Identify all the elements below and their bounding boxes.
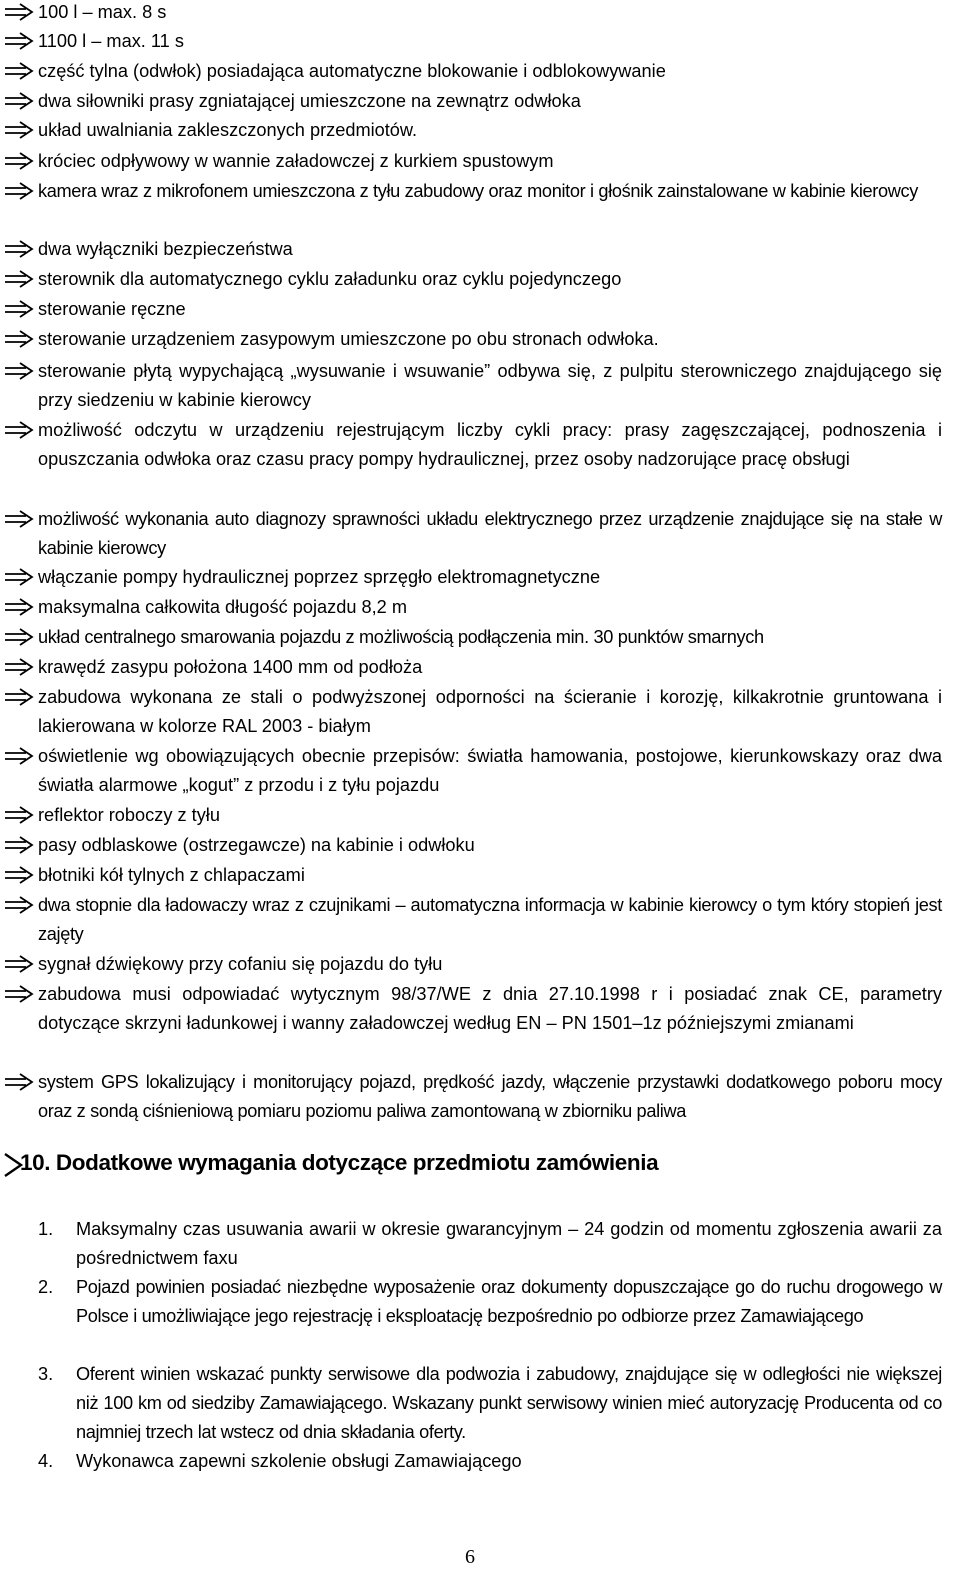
double-right-arrow-icon [4, 121, 34, 139]
list-item-text: dwa wyłączniki bezpieczeństwa [38, 239, 293, 259]
list-item-text: możliwość wykonania auto diagnozy sprawności układu elektrycznego przez urządzenie znajdujące się na stałe w kabinie kierowcy [38, 509, 942, 558]
list-item-text: zabudowa wykonana ze stali o podwyższonej odporności na ścieranie i korozję, kilkakrotnie gruntowana i lakierowana w kolorze RAL 2003 - białym [38, 687, 942, 736]
double-right-arrow-icon [4, 866, 34, 884]
double-right-arrow-icon [4, 1073, 34, 1091]
list-item-text: 100 l – max. 8 s [38, 2, 167, 22]
double-right-arrow-icon [4, 628, 34, 646]
double-right-arrow-icon [4, 836, 34, 854]
list-item-text: sterowanie ręczne [38, 299, 186, 319]
list-item-text: krawędź zasypu położona 1400 mm od podłoża [38, 657, 423, 677]
item-number: 3. [38, 1364, 54, 1384]
list-item-text: dwa siłowniki prasy zgniatającej umieszczone na zewnątrz odwłoka [38, 91, 581, 111]
list-item-text: 1100 l – max. 11 s [38, 31, 184, 51]
double-right-arrow-icon [4, 330, 34, 348]
double-right-arrow-icon [4, 300, 34, 318]
list-item-text: błotniki kół tylnych z chlapaczami [38, 865, 305, 885]
item-number: 4. [38, 1451, 54, 1471]
double-right-arrow-icon [4, 568, 34, 586]
page-number: 6 [465, 1546, 475, 1568]
double-right-arrow-icon [4, 806, 34, 824]
double-right-arrow-icon [4, 421, 34, 439]
list-item-text: część tylna (odwłok) posiadająca automatyczne blokowanie i odblokowywanie [38, 61, 666, 81]
list-item-text: sterowanie płytą wypychającą „wysuwanie i wsuwanie” odbywa się, z pulpitu sterowniczego znajdującego się przy siedzeniu w kabinie kierowcy [38, 361, 942, 410]
list-item-text: możliwość odczytu w urządzeniu rejestrującym liczby cykli pracy: prasy zagęszczającej, podnoszenia i opuszczania odwłoka oraz czasu pracy pompy hydraulicznej, przez osoby nadzorujące pracę obsługi [38, 420, 942, 469]
section-title: 10. Dodatkowe wymagania dotyczące przedmiotu zamówienia [20, 1150, 659, 1175]
double-right-arrow-icon [4, 598, 34, 616]
item-number: 1. [38, 1219, 54, 1239]
double-right-arrow-icon [4, 3, 34, 21]
double-right-arrow-icon [4, 688, 34, 706]
item-text: Wykonawca zapewni szkolenie obsługi Zamawiającego [76, 1451, 522, 1471]
list-item-text: reflektor roboczy z tyłu [38, 805, 220, 825]
list-item-text: pasy odblaskowe (ostrzegawcze) na kabinie i odwłoku [38, 835, 475, 855]
list-item-text: układ centralnego smarowania pojazdu z możliwością podłączenia min. 30 punktów smarnych [38, 627, 764, 647]
list-item-text: króciec odpływowy w wannie załadowczej z kurkiem spustowym [38, 151, 554, 171]
list-item-text: włączanie pompy hydraulicznej poprzez sprzęgło elektromagnetyczne [38, 567, 601, 587]
double-right-arrow-icon [4, 152, 34, 170]
list-item-text: zabudowa musi odpowiadać wytycznym 98/37/WE z dnia 27.10.1998 r i posiadać znak CE, parametry dotyczące skrzyni ładunkowej i wanny załadowczej według EN – PN 1501–1z późniejszymi zmianami [38, 984, 942, 1033]
double-right-arrow-icon [4, 747, 34, 765]
double-right-arrow-icon [4, 955, 34, 973]
item-number: 2. [38, 1277, 54, 1297]
list-item-text: maksymalna całkowita długość pojazdu 8,2 m [38, 597, 407, 617]
list-item-text: system GPS lokalizujący i monitorujący pojazd, prędkość jazdy, włączenie przystawki dodatkowego poboru mocy oraz z sondą ciśnieniową pomiaru poziomu paliwa zamontowaną w zbiorniku paliwa [38, 1072, 942, 1121]
double-right-arrow-icon [4, 240, 34, 258]
list-item-text: sygnał dźwiękowy przy cofaniu się pojazdu do tyłu [38, 954, 443, 974]
list-item-text: kamera wraz z mikrofonem umieszczona z tyłu zabudowy oraz monitor i głośnik zainstalowane w kabinie kierowcy [38, 181, 919, 201]
double-right-arrow-icon [4, 62, 34, 80]
double-right-arrow-icon [4, 658, 34, 676]
item-text: Oferent winien wskazać punkty serwisowe dla podwozia i zabudowy, znajdujące się w odległości nie większej niż 100 km od siedziby Zamawiającego. Wskazany punkt serwisowy winien mieć autoryzację Producenta od co najmniej trzech lat wstecz od dnia składania oferty. [76, 1364, 942, 1442]
item-text: Maksymalny czas usuwania awarii w okresie gwarancyjnym – 24 godzin od momentu zgłoszenia awarii za pośrednictwem faxu [76, 1219, 942, 1268]
double-right-arrow-icon [4, 270, 34, 288]
section-heading [0, 1143, 960, 1183]
double-right-arrow-icon [4, 896, 34, 914]
list-item-text: sterownik dla automatycznego cyklu załadunku oraz cyklu pojedynczego [38, 269, 622, 289]
list-item-text: dwa stopnie dla ładowaczy wraz z czujnikami – automatyczna informacja w kabinie kierowcy o tym który stopień jest zajęty [38, 895, 942, 944]
double-right-arrow-icon [4, 182, 34, 200]
double-right-arrow-icon [4, 362, 34, 380]
item-text: Pojazd powinien posiadać niezbędne wyposażenie oraz dokumenty dopuszczające go do ruchu drogowego w Polsce i umożliwiające jego rejestrację i eksploatację bezpośrednio po odbiorze przez Zamawiającego [76, 1277, 942, 1326]
double-right-arrow-icon [4, 92, 34, 110]
list-item-text: sterowanie urządzeniem zasypowym umieszczone po obu stronach odwłoka. [38, 329, 659, 349]
double-right-arrow-icon [4, 510, 34, 528]
list-item-text: oświetlenie wg obowiązujących obecnie przepisów: światła hamowania, postojowe, kierunkowskazy oraz dwa światła alarmowe „kogut” z przodu i z tyłu pojazdu [38, 746, 942, 795]
list-item-text: układ uwalniania zakleszczonych przedmiotów. [38, 120, 418, 140]
double-right-arrow-icon [4, 985, 34, 1003]
double-right-arrow-icon [4, 32, 34, 50]
